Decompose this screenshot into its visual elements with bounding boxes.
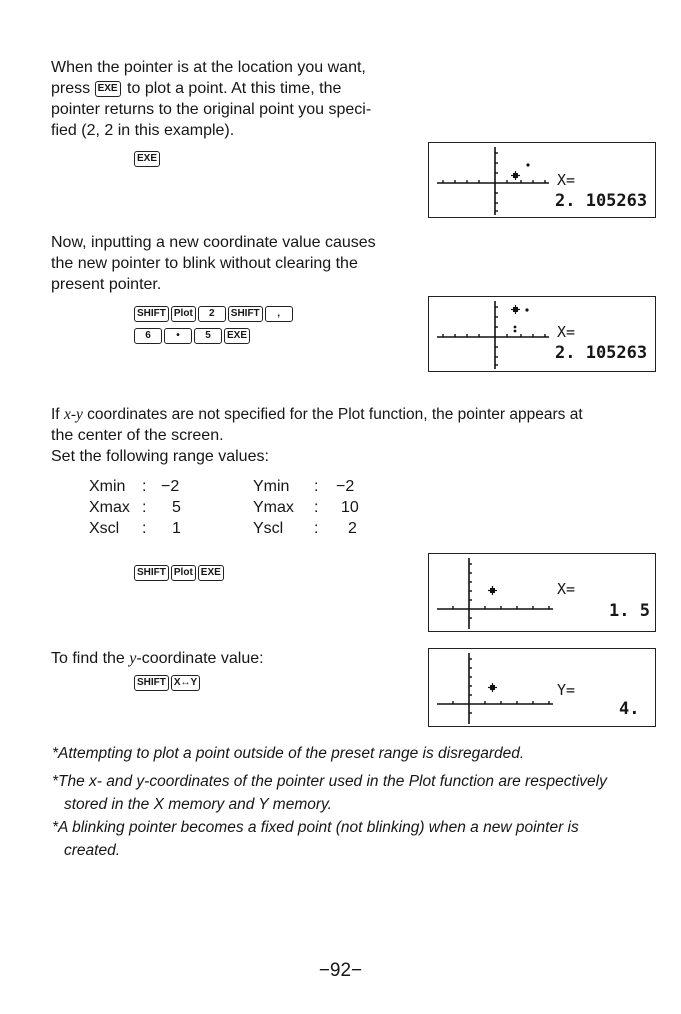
center-pointer	[488, 683, 497, 692]
xscl-sep: :	[142, 520, 147, 537]
para-1-line-4: fied (2, 2 in this example).	[51, 122, 235, 139]
keys-step-2-row-2	[134, 327, 252, 345]
calculator-screen-3	[428, 553, 656, 632]
calculator-screen-4	[428, 648, 656, 727]
para-1-line-2	[51, 78, 341, 99]
note-2-line-2: stored in the X memory and Y memory.	[64, 796, 332, 813]
xscl-label: Xscl	[89, 520, 120, 537]
screen-1-label: X=	[557, 171, 576, 189]
para-1-line-3: pointer returns to the original point you speci-	[51, 101, 372, 118]
center-pointer	[488, 586, 497, 595]
plot-key-2: Plot	[171, 565, 196, 581]
exe-key-inline: EXE	[95, 81, 121, 97]
intro-before: If	[51, 406, 60, 423]
blinking-pointer	[514, 326, 517, 329]
ymin-label: Ymin	[253, 478, 290, 495]
key-2: 2	[198, 306, 226, 322]
screen-3-value: 1. 5	[609, 601, 650, 621]
xmax-sep: :	[142, 499, 147, 516]
para-3-line-3: Set the following range values:	[51, 448, 269, 465]
plotted-point-fixed	[511, 171, 520, 180]
exe-key: EXE	[134, 151, 160, 167]
calculator-screen-1	[428, 142, 656, 218]
keys-step-1	[134, 150, 162, 168]
screen-4-label: Y=	[557, 681, 576, 699]
x-y-swap-key: X↔Y	[171, 675, 200, 691]
screen-4-value: 4.	[619, 699, 640, 719]
find-before: To find the	[51, 650, 125, 667]
keys-step-3	[134, 564, 226, 582]
xscl-value: 1	[172, 520, 181, 537]
find-after: -coordinate value:	[136, 650, 264, 667]
screen-2-value: 2. 105263	[555, 343, 648, 363]
xmin-value: −2	[161, 478, 180, 495]
screen-1-value: 2. 105263	[555, 191, 648, 211]
yscl-sep: :	[314, 520, 319, 537]
intro-var: x-y	[63, 406, 83, 423]
plot-key: Plot	[171, 306, 196, 322]
note-3-line-2: created.	[64, 842, 121, 859]
ymin-value: −2	[336, 478, 355, 495]
para-3-line-2: the center of the screen.	[51, 427, 224, 444]
para-2-line-2: the new pointer to blink without clearing the	[51, 255, 358, 272]
find-var: y	[129, 650, 137, 667]
plotted-point-fixed	[511, 305, 520, 314]
yscl-value: 2	[348, 520, 357, 537]
note-2-line-1: *The x- and y-coordinates of the pointer used in the Plot function are respectively	[52, 773, 607, 790]
comma-key: ,	[265, 306, 293, 322]
page-number: −92−	[318, 960, 363, 981]
shift-key-3: SHIFT	[134, 565, 169, 581]
shift-key: SHIFT	[134, 306, 169, 322]
keys-step-4	[134, 674, 202, 692]
press-word: press	[51, 80, 91, 97]
screen-3-label: X=	[557, 580, 576, 598]
para-1-line-2-text: to plot a point. At this time, the	[127, 80, 342, 97]
para-1-line-1: When the pointer is at the location you want,	[51, 59, 366, 76]
decimal-point-key: •	[164, 328, 192, 344]
xmin-label: Xmin	[89, 478, 126, 495]
xmin-sep: :	[142, 478, 147, 495]
key-6: 6	[134, 328, 162, 344]
pointer-dot	[526, 163, 529, 166]
shift-key-4: SHIFT	[134, 675, 169, 691]
xmax-label: Xmax	[89, 499, 130, 516]
xmax-value: 5	[172, 499, 181, 516]
screen-2-label: X=	[557, 323, 576, 341]
key-5: 5	[194, 328, 222, 344]
exe-key-3: EXE	[198, 565, 224, 581]
para-2-line-3: present pointer.	[51, 276, 162, 293]
para-3-line-1	[51, 404, 583, 425]
ymax-sep: :	[314, 499, 319, 516]
ymin-sep: :	[314, 478, 319, 495]
keys-step-2-row-1	[134, 305, 295, 323]
calculator-screen-2	[428, 296, 656, 372]
note-3-line-1: *A blinking pointer becomes a fixed point (not blinking) when a new pointer is	[52, 819, 579, 836]
shift-key-2: SHIFT	[228, 306, 263, 322]
note-1: *Attempting to plot a point outside of the preset range is disregarded.	[52, 745, 525, 762]
exe-key-2: EXE	[224, 328, 250, 344]
ymax-label: Ymax	[253, 499, 294, 516]
yscl-label: Yscl	[253, 520, 284, 537]
ymax-value: 10	[341, 499, 359, 516]
para-2-line-1: Now, inputting a new coordinate value causes	[51, 234, 376, 251]
para-4-line-1	[51, 648, 264, 669]
intro-after: coordinates are not specified for the Plot function, the pointer appears at	[87, 406, 583, 423]
pointer-dot	[525, 308, 528, 311]
